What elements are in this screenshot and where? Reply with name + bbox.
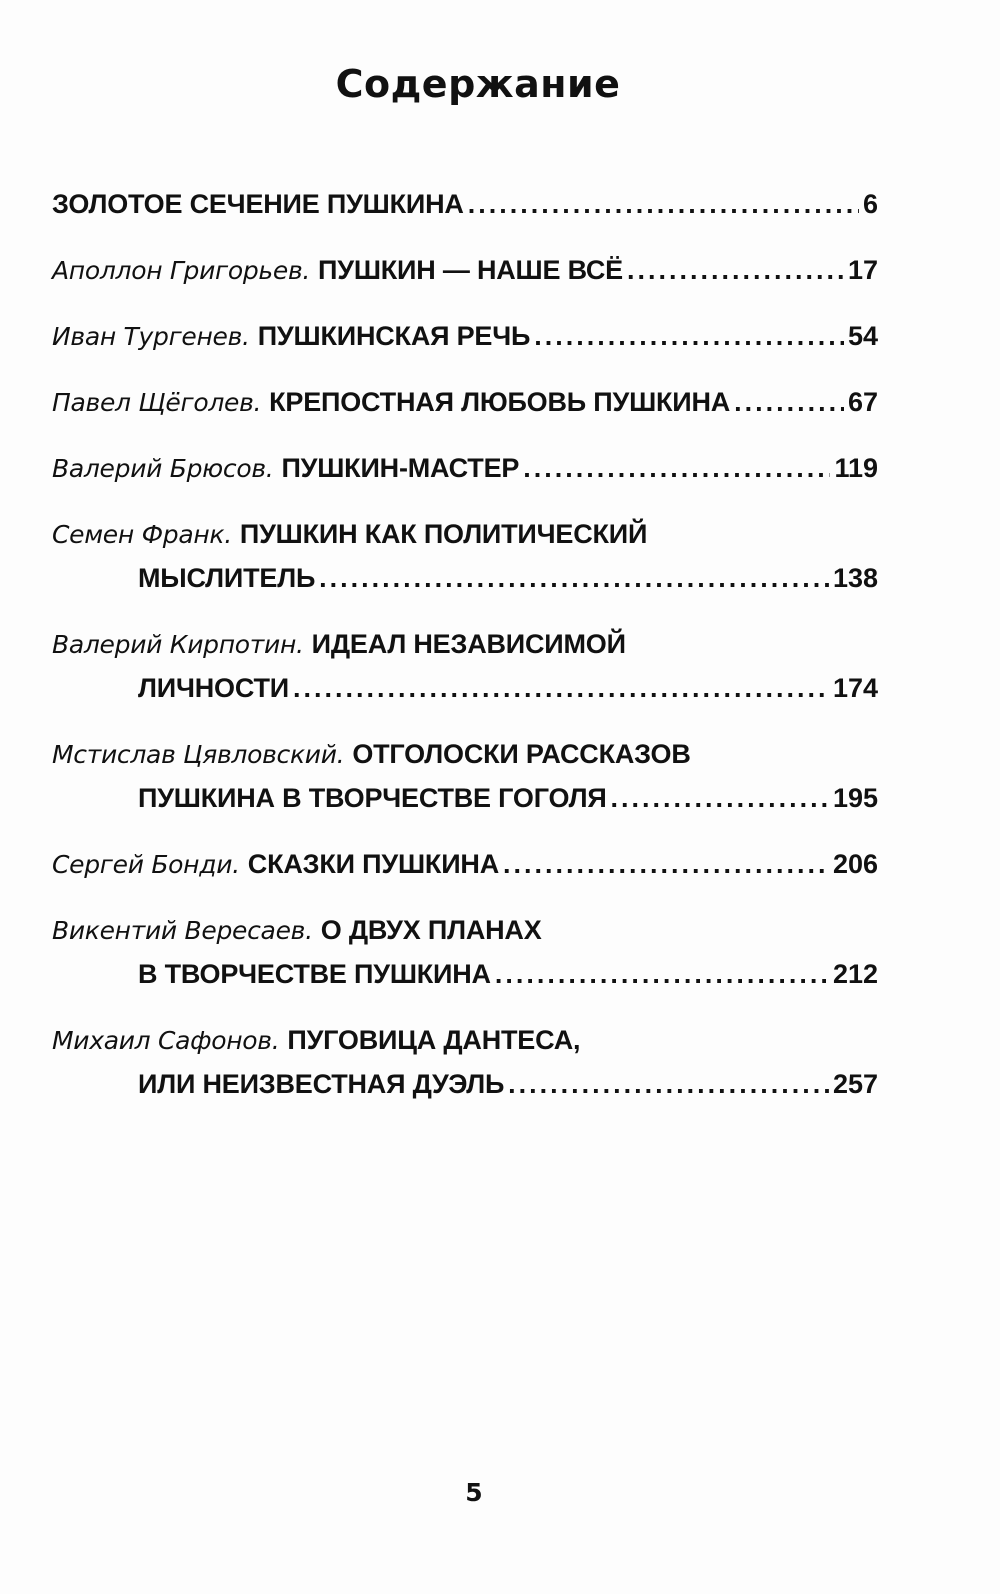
toc-entry-title: ИДЕАЛ НЕЗАВИСИМОЙ: [311, 629, 626, 659]
page-number: 5: [465, 1478, 483, 1507]
toc-entry-title: ОТГОЛОСКИ РАССКАЗОВ: [352, 739, 691, 769]
toc-entry: [52, 844, 878, 910]
toc-entry-title: В ТВОРЧЕСТВЕ ПУШКИНА: [138, 959, 491, 989]
toc-dot-leader: [523, 448, 830, 488]
toc-entry-title: СКАЗКИ ПУШКИНА: [247, 849, 499, 879]
toc-entry-page-number: 257: [832, 1069, 878, 1099]
toc-entry-author: Аполлон Григорьев.: [52, 256, 311, 285]
toc-entry-line: [52, 448, 878, 514]
toc-entry-title: ИЛИ НЕИЗВЕСТНАЯ ДУЭЛЬ: [138, 1069, 505, 1099]
toc-entry-line-wrapped: [52, 1020, 878, 1064]
toc-entry-title: О ДВУХ ПЛАНАХ: [320, 915, 542, 945]
toc-entry-page-number: 54: [847, 321, 878, 351]
toc-dot-leader: [611, 778, 829, 818]
toc-dot-leader: [534, 316, 844, 356]
toc-entry-line-wrapped: [52, 910, 878, 954]
toc-entry: [52, 316, 878, 382]
toc-entry-title: ЛИЧНОСТИ: [138, 673, 289, 703]
toc-entry-line: [52, 844, 878, 910]
toc-entry-author: Валерий Брюсов.: [52, 454, 274, 483]
toc-entry-page-number: 206: [832, 849, 878, 879]
toc-entry-line: [52, 250, 878, 316]
toc-entry: [52, 184, 878, 250]
toc-entry-line: [52, 1064, 878, 1130]
toc-entry-page-number: 17: [847, 255, 878, 285]
toc-entry-author: Иван Тургенев.: [52, 322, 250, 351]
toc-entry-title: ПУШКИН КАК ПОЛИТИЧЕСКИЙ: [239, 519, 648, 549]
toc-entry-line-wrapped: [52, 734, 878, 778]
toc-entry-line-wrapped: [52, 514, 878, 558]
toc-entry-title: ПУШКИН — НАШЕ ВСЁ: [318, 255, 624, 285]
toc-entry-line: [52, 954, 878, 1020]
toc-entry-page-number: 138: [832, 563, 878, 593]
toc-entry-author: Викентий Вересаев.: [52, 916, 313, 945]
toc-entry-page-number: 195: [832, 783, 878, 813]
table-of-contents: [52, 184, 878, 1130]
toc-entry-title: ПУШКИНА В ТВОРЧЕСТВЕ ГОГОЛЯ: [138, 783, 607, 813]
toc-entry: [52, 250, 878, 316]
toc-dot-leader: [734, 382, 844, 422]
toc-dot-leader: [495, 954, 829, 994]
toc-entry-title: ПУШКИН-МАСТЕР: [281, 453, 520, 483]
toc-entry-author: Сергей Бонди.: [52, 850, 240, 879]
toc-entry-title: ПУГОВИЦА ДАНТЕСА,: [287, 1025, 581, 1055]
toc-entry-author: Павел Щёголев.: [52, 388, 262, 417]
toc-dot-leader: [508, 1064, 829, 1104]
toc-dot-leader: [627, 250, 844, 290]
toc-entry: [52, 382, 878, 448]
toc-entry: [52, 514, 878, 624]
toc-entry-line: [52, 668, 878, 734]
toc-entry-title: ПУШКИНСКАЯ РЕЧЬ: [257, 321, 531, 351]
toc-entry-title: МЫСЛИТЕЛЬ: [138, 563, 316, 593]
toc-entry-page-number: 6: [862, 189, 878, 219]
toc-entry: [52, 624, 878, 734]
toc-entry-page-number: 67: [847, 387, 878, 417]
toc-entry-author: Мстислав Цявловский.: [52, 740, 345, 769]
toc-entry: [52, 910, 878, 1020]
toc-entry-page-number: 174: [832, 673, 878, 703]
toc-entry-line: [52, 184, 878, 250]
toc-entry-page-number: 212: [832, 959, 878, 989]
toc-entry-line: [52, 558, 878, 624]
toc-entry-author: Семен Франк.: [52, 520, 232, 549]
toc-dot-leader: [319, 558, 829, 598]
toc-entry-line: [52, 316, 878, 382]
toc-entry: [52, 1020, 878, 1130]
toc-dot-leader: [503, 844, 829, 884]
toc-entry-page-number: 119: [834, 453, 878, 483]
page-title: Содержание: [335, 62, 621, 106]
toc-entry: [52, 734, 878, 844]
toc-entry-line: [52, 382, 878, 448]
toc-dot-leader: [468, 184, 859, 224]
toc-entry-line-wrapped: [52, 624, 878, 668]
toc-entry-author: Михаил Сафонов.: [52, 1026, 280, 1055]
toc-dot-leader: [293, 668, 829, 708]
toc-entry-title: ЗОЛОТОЕ СЕЧЕНИЕ ПУШКИНА: [52, 189, 464, 219]
toc-entry-author: Валерий Кирпотин.: [52, 630, 304, 659]
toc-entry-title: КРЕПОСТНАЯ ЛЮБОВЬ ПУШКИНА: [269, 387, 731, 417]
toc-entry-line: [52, 778, 878, 844]
toc-entry: [52, 448, 878, 514]
